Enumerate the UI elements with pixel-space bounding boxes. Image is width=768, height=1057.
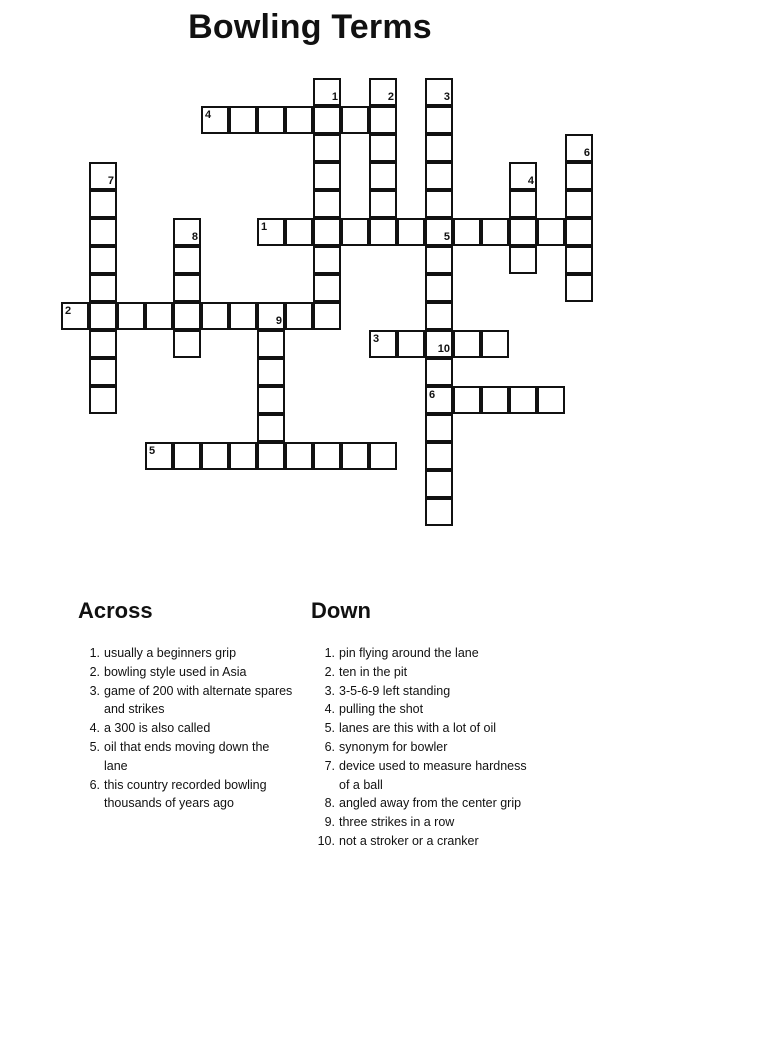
down-clue — [311, 719, 539, 738]
grid-cell[interactable] — [201, 302, 229, 330]
grid-cell[interactable] — [369, 330, 397, 358]
grid-cell[interactable] — [257, 330, 285, 358]
grid-cell[interactable] — [453, 218, 481, 246]
grid-cell[interactable] — [565, 134, 593, 162]
clue-number: 8. — [324, 796, 335, 811]
grid-cell[interactable] — [453, 386, 481, 414]
grid-cell[interactable] — [313, 274, 341, 302]
grid-cell[interactable] — [89, 358, 117, 386]
grid-cell[interactable] — [537, 218, 565, 246]
grid-cell[interactable] — [397, 218, 425, 246]
clue-number-label: 10 — [437, 343, 450, 355]
grid-cell[interactable] — [481, 218, 509, 246]
grid-cell[interactable] — [313, 162, 341, 190]
grid-cell[interactable] — [89, 330, 117, 358]
down-clue — [311, 813, 539, 832]
grid-cell[interactable] — [257, 358, 285, 386]
grid-cell[interactable] — [425, 274, 453, 302]
grid-cell[interactable] — [229, 302, 257, 330]
grid-cell[interactable] — [565, 190, 593, 218]
across-clue — [76, 663, 294, 682]
grid-cell[interactable] — [285, 218, 313, 246]
grid-cell[interactable] — [89, 274, 117, 302]
down-clue — [311, 644, 539, 663]
grid-cell[interactable] — [425, 358, 453, 386]
down-clue — [311, 700, 539, 719]
grid-cell[interactable] — [509, 162, 537, 190]
grid-cell[interactable] — [61, 302, 89, 330]
grid-cell[interactable] — [481, 330, 509, 358]
grid-cell[interactable] — [509, 190, 537, 218]
grid-cell[interactable] — [229, 106, 257, 134]
grid-cell[interactable] — [369, 134, 397, 162]
clue-number-label: 1 — [331, 91, 338, 103]
grid-cell[interactable] — [425, 330, 453, 358]
grid-cell[interactable] — [173, 302, 201, 330]
grid-cell[interactable] — [89, 246, 117, 274]
page-title: Bowling Terms — [188, 8, 432, 46]
clue-text: pulling the shot — [339, 702, 424, 717]
grid-cell[interactable] — [89, 386, 117, 414]
grid-cell[interactable] — [425, 190, 453, 218]
clue-text: this country recorded bowling thousands of years ago — [104, 777, 267, 811]
grid-cell[interactable] — [285, 442, 313, 470]
grid-cell[interactable] — [285, 302, 313, 330]
grid-cell[interactable] — [565, 218, 593, 246]
clue-number: 3. — [324, 683, 335, 698]
grid-cell[interactable] — [229, 442, 257, 470]
clue-number: 3. — [89, 683, 100, 698]
clue-text: usually a beginners grip — [104, 646, 237, 660]
down-clue — [311, 794, 539, 813]
grid-cell[interactable] — [425, 498, 453, 526]
grid-cell[interactable] — [425, 470, 453, 498]
down-clue — [311, 757, 539, 795]
clue-number: 1. — [324, 646, 335, 660]
grid-cell[interactable] — [89, 162, 117, 190]
grid-cell[interactable] — [341, 106, 369, 134]
clue-number: 4. — [89, 721, 100, 736]
grid-cell[interactable] — [425, 162, 453, 190]
grid-cell[interactable] — [565, 246, 593, 274]
clue-text: lanes are this with a lot of oil — [339, 721, 497, 736]
grid-cell[interactable] — [313, 302, 341, 330]
grid-cell[interactable] — [145, 442, 173, 470]
clue-text: three strikes in a row — [339, 815, 455, 830]
clue-number: 7. — [324, 758, 335, 773]
grid-cell[interactable] — [341, 218, 369, 246]
grid-cell[interactable] — [425, 414, 453, 442]
grid-cell[interactable] — [313, 246, 341, 274]
grid-cell[interactable] — [509, 386, 537, 414]
grid-cell[interactable] — [369, 218, 397, 246]
clue-number-label: 6 — [429, 389, 436, 401]
clue-number: 1. — [89, 646, 100, 660]
grid-cell[interactable] — [369, 162, 397, 190]
clue-number-label: 8 — [191, 231, 198, 243]
clue-number: 6. — [324, 739, 335, 754]
clue-text: synonym for bowler — [339, 739, 448, 754]
grid-cell[interactable] — [369, 190, 397, 218]
clue-number-label: 1 — [261, 221, 268, 233]
grid-cell[interactable] — [173, 442, 201, 470]
across-heading: Across — [78, 598, 153, 623]
grid-cell[interactable] — [313, 134, 341, 162]
across-clue — [76, 738, 294, 776]
clue-text: not a stroker or a cranker — [339, 833, 479, 848]
grid-cell[interactable] — [285, 106, 313, 134]
grid-cell[interactable] — [425, 246, 453, 274]
down-heading: Down — [311, 598, 371, 623]
clue-text: angled away from the center grip — [339, 796, 522, 811]
grid-cell[interactable] — [425, 218, 453, 246]
grid-cell[interactable] — [173, 218, 201, 246]
clue-number: 6. — [89, 777, 100, 792]
grid-cell[interactable] — [425, 302, 453, 330]
grid-cell[interactable] — [369, 78, 397, 106]
grid-cell[interactable] — [565, 274, 593, 302]
grid-cell[interactable] — [425, 106, 453, 134]
grid-cell[interactable] — [509, 246, 537, 274]
grid-cell[interactable] — [257, 442, 285, 470]
across-clue — [76, 776, 294, 814]
clue-number: 4. — [324, 702, 335, 717]
across-clue — [76, 682, 294, 720]
grid-cell[interactable] — [201, 442, 229, 470]
clue-number: 9. — [324, 815, 335, 830]
grid-cell[interactable] — [425, 442, 453, 470]
clue-number-label: 9 — [275, 315, 282, 327]
across-clue-list — [78, 644, 294, 813]
clue-number-label: 2 — [387, 91, 394, 103]
grid-cell[interactable] — [145, 302, 173, 330]
clue-text: oil that ends moving down the lane — [104, 739, 270, 773]
grid-cell[interactable] — [173, 274, 201, 302]
clue-text: device used to measure hardness of a ball — [339, 758, 527, 792]
clue-number-label: 4 — [527, 175, 534, 187]
clue-text: bowling style used in Asia — [104, 664, 247, 679]
clue-text: game of 200 with alternate spares and strikes — [104, 683, 293, 717]
grid-cell[interactable] — [313, 78, 341, 106]
grid-cell[interactable] — [89, 218, 117, 246]
across-clues — [78, 598, 294, 813]
clue-text: ten in the pit — [339, 664, 408, 679]
clue-number: 10. — [317, 833, 335, 848]
across-clue — [76, 719, 294, 738]
grid-cell[interactable] — [257, 218, 285, 246]
grid-cell[interactable] — [257, 302, 285, 330]
down-clue — [311, 738, 539, 757]
clue-number-label: 4 — [205, 109, 212, 121]
grid-cell[interactable] — [173, 330, 201, 358]
grid-cell[interactable] — [453, 330, 481, 358]
grid-cell[interactable] — [313, 106, 341, 134]
grid-cell[interactable] — [257, 386, 285, 414]
grid-cell[interactable] — [89, 190, 117, 218]
grid-cell[interactable] — [313, 442, 341, 470]
clue-number: 5. — [89, 739, 100, 754]
down-clue — [311, 682, 539, 701]
clue-text: pin flying around the lane — [339, 646, 479, 660]
grid-cell[interactable] — [425, 134, 453, 162]
grid-cell[interactable] — [481, 386, 509, 414]
clue-number-label: 3 — [373, 333, 380, 345]
down-clue — [311, 832, 539, 851]
clue-number-label: 5 — [443, 231, 450, 243]
grid-cell[interactable] — [117, 302, 145, 330]
grid-cell[interactable] — [565, 162, 593, 190]
grid-cell[interactable] — [89, 302, 117, 330]
grid-cell[interactable] — [341, 442, 369, 470]
down-clues — [311, 598, 539, 851]
grid-cell[interactable] — [509, 218, 537, 246]
grid-cell[interactable] — [425, 78, 453, 106]
grid-cell[interactable] — [369, 442, 397, 470]
grid-cell[interactable] — [257, 106, 285, 134]
clue-text: a 300 is also called — [104, 721, 211, 736]
down-clue — [311, 663, 539, 682]
grid-cell[interactable] — [313, 190, 341, 218]
clue-number: 5. — [324, 721, 335, 736]
down-clue-list — [311, 644, 539, 851]
clue-number-label: 5 — [149, 445, 156, 457]
grid-cell[interactable] — [425, 386, 453, 414]
across-clue — [76, 644, 294, 663]
clue-number-label: 7 — [107, 175, 114, 187]
grid-cell[interactable] — [173, 246, 201, 274]
grid-cell[interactable] — [201, 106, 229, 134]
clue-number-label: 2 — [65, 305, 72, 317]
clue-number-label: 6 — [583, 147, 590, 159]
grid-cell[interactable] — [397, 330, 425, 358]
clue-number-label: 3 — [443, 91, 450, 103]
clue-text: 3-5-6-9 left standing — [339, 683, 451, 698]
grid-cell[interactable] — [537, 386, 565, 414]
clue-number: 2. — [324, 664, 335, 679]
clue-number: 2. — [89, 664, 100, 679]
grid-cell[interactable] — [369, 106, 397, 134]
grid-cell[interactable] — [313, 218, 341, 246]
grid-cell[interactable] — [257, 414, 285, 442]
